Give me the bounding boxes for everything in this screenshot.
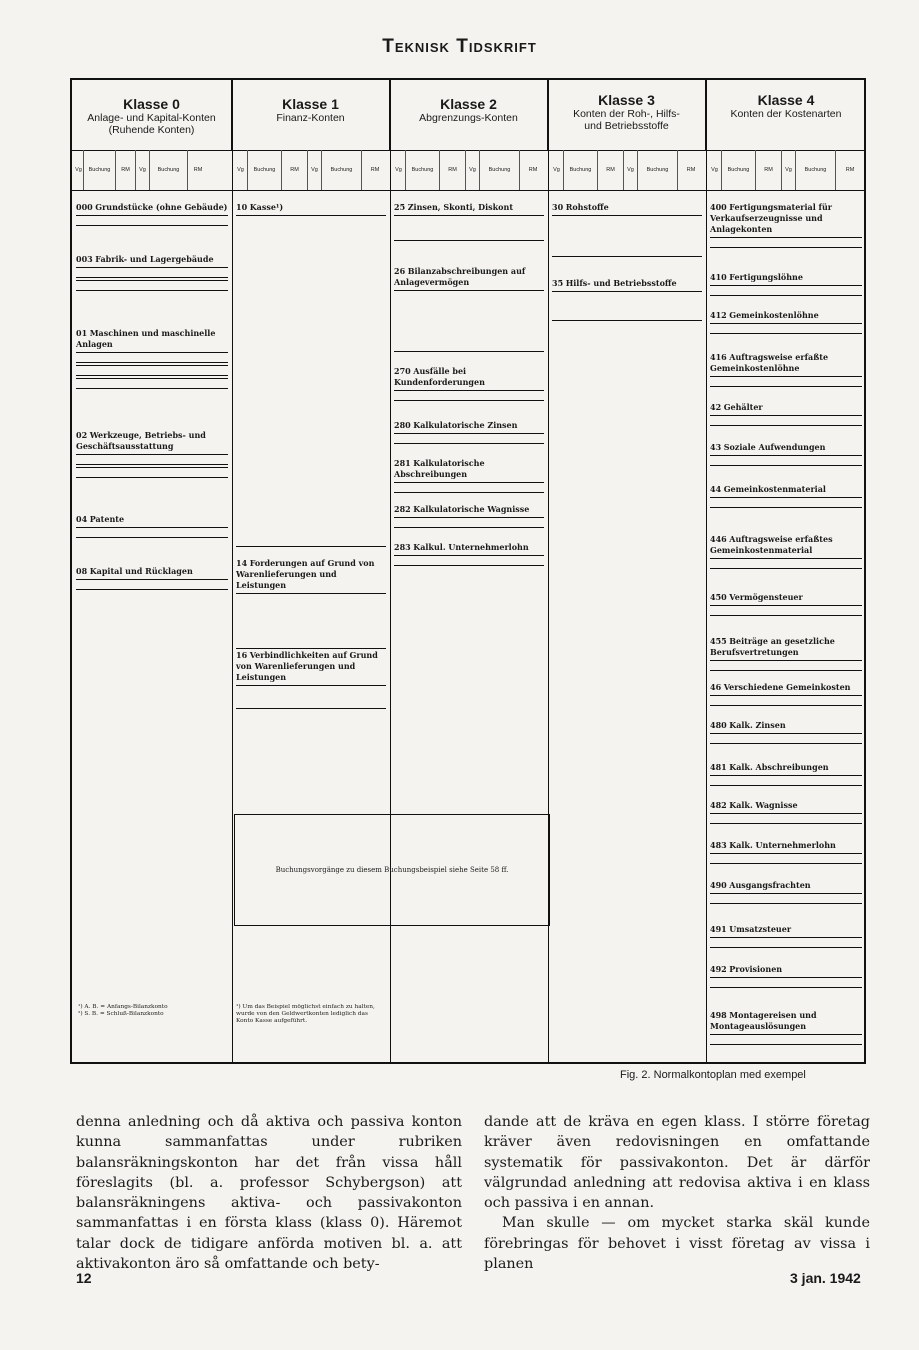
account-number: 35 (552, 278, 564, 288)
account-name: Forderungen auf Grund von Warenlieferungen und Leistungen (236, 558, 375, 590)
account-name: Patente (89, 514, 125, 524)
account-name: Montagereisen und Montageauslösungen (710, 1010, 817, 1031)
account-name: Zinsen, Skonti, Diskont (407, 202, 514, 212)
col-vorgang: Vg (392, 150, 406, 190)
account-row (710, 813, 862, 824)
column-head-row (74, 150, 230, 190)
account-482 (710, 800, 862, 826)
col-rm: RM (598, 150, 624, 190)
account-number: 481 (710, 762, 727, 772)
account-270 (394, 366, 544, 403)
account-name: Kalkul. Unternehmerlohn (413, 542, 529, 552)
account-row (394, 555, 544, 566)
account-46 (710, 682, 862, 708)
account-number: 416 (710, 352, 727, 362)
account-14 (236, 558, 386, 651)
account-number: 455 (710, 636, 727, 646)
col-rm: RM (116, 150, 136, 190)
class-subtitle: Konten der Kostenarten (730, 108, 842, 120)
account-row (710, 376, 862, 387)
account-row (710, 660, 862, 671)
account-row (710, 853, 862, 864)
body-column-left (76, 1112, 462, 1274)
col-vorgang: Vg (74, 150, 84, 190)
account-number: 498 (710, 1010, 727, 1020)
magazine-title: Teknisk Tidskrift (382, 36, 537, 57)
divider (706, 80, 707, 1062)
account-number: 450 (710, 592, 727, 602)
class-title: Klasse 1 (282, 96, 339, 112)
account-name: Verschiedene Gemeinkosten (723, 682, 851, 692)
account-name: Hilfs- und Betriebsstoffe (565, 278, 677, 288)
account-281 (394, 458, 544, 495)
account-498 (710, 1010, 862, 1047)
account-number: 280 (394, 420, 411, 430)
col-buchung: Buchung (248, 150, 282, 190)
account-row (76, 454, 228, 465)
account-02 (76, 430, 228, 480)
col-vorgang: Vg (550, 150, 564, 190)
account-row (710, 237, 862, 248)
account-row (76, 579, 228, 590)
account-491 (710, 924, 862, 950)
col-buchung: Buchung (150, 150, 188, 190)
class-1-header (232, 80, 390, 150)
col-rm: RM (686, 167, 696, 173)
account-name: Fabrik- und Lagergebäude (95, 254, 214, 264)
account-name: Gemeinkostenmaterial (723, 484, 826, 494)
account-name: Auftragsweise erfaßte Gemeinkostenlöhne (710, 352, 829, 373)
account-body (236, 593, 386, 649)
paragraph: Man skulle — om mycket starka skäl kunde förebringas för behovet i visst företag av vissa i planen (484, 1215, 870, 1273)
account-number: 491 (710, 924, 727, 934)
account-number: 412 (710, 310, 727, 320)
account-16 (236, 650, 386, 711)
account-row (76, 352, 228, 363)
account-43 (710, 442, 862, 468)
account-name: Auftragsweise erfaßtes Gemeinkostenmaterial (710, 534, 833, 555)
account-name: Rohstoffe (565, 202, 609, 212)
account-name: Verbindlichkeiten auf Grund von Warenlieferungen und Leistungen (236, 650, 378, 682)
account-400 (710, 202, 862, 250)
account-number: 10 (236, 202, 248, 212)
account-name: Beiträge an gesetzliche Berufsvertretungen (710, 636, 835, 657)
paragraph: denna anledning och då aktiva och passiva konton kunna sammanfattas under rubriken balansräkningskonton har det från vissa håll föreslagits (bl. a. professor Schybergson) att balansräkningens aktiva- och passivakonton sammanfattas i en första klass (klass 0). Häremot talar dock de tidigare anförda motiven bl. a. att aktivakonton äro så omfattande och bety- (76, 1114, 462, 1273)
account-name: Grundstücke (ohne Gebäude) (95, 202, 228, 212)
account-number: 46 (710, 682, 722, 692)
col-rm: RM (528, 167, 538, 173)
account-row (710, 733, 862, 744)
account-name: Soziale Aufwendungen (723, 442, 826, 452)
account-number: 42 (710, 402, 722, 412)
account-body (552, 215, 702, 257)
class-title: Klasse 0 (123, 96, 180, 112)
account-name: Ausgangsfrachten (729, 880, 811, 890)
account-name: Werkzeuge, Betriebs- und Geschäftsausstattung (76, 430, 206, 451)
account-name: Kalkulatorische Zinsen (413, 420, 518, 430)
account-26 (394, 266, 544, 354)
account-number: 43 (710, 442, 722, 452)
account-455 (710, 636, 862, 673)
account-490 (710, 880, 862, 906)
account-04 (76, 514, 228, 540)
account-row (76, 365, 228, 376)
account-number: 410 (710, 272, 727, 282)
account-number: 282 (394, 504, 411, 514)
account-name: Kalk. Unternehmerlohn (729, 840, 836, 850)
col-rm: RM (756, 150, 782, 190)
account-row (710, 605, 862, 616)
account-body (394, 215, 544, 241)
account-row (710, 695, 862, 706)
col-buchung: Buchung (406, 150, 440, 190)
account-name: Umsatzsteuer (729, 924, 792, 934)
account-number: 26 (394, 266, 406, 276)
col-rm: RM (193, 167, 203, 173)
account-483 (710, 840, 862, 866)
account-name: Vermögensteuer (729, 592, 803, 602)
account-row (76, 378, 228, 389)
class-4-header (706, 80, 866, 150)
account-row (710, 558, 862, 569)
column-head-row (392, 150, 546, 190)
figure-caption: Fig. 2. Normalkontoplan med exempel (620, 1069, 806, 1081)
account-number: 25 (394, 202, 406, 212)
account-name: Kalkulatorische Wagnisse (413, 504, 530, 514)
body-column-right (484, 1112, 870, 1274)
class-title: Klasse 2 (440, 96, 497, 112)
account-name: Kapital und Rücklagen (89, 566, 193, 576)
account-number: 08 (76, 566, 88, 576)
account-42 (710, 402, 862, 428)
account-body (236, 215, 386, 547)
account-number: 14 (236, 558, 248, 568)
account-plan-figure (70, 78, 866, 1064)
account-row (710, 285, 862, 296)
class-0-header (72, 80, 232, 150)
account-name: Kalk. Wagnisse (729, 800, 798, 810)
account-row (76, 280, 228, 291)
col-vorgang: Vg (234, 150, 248, 190)
account-body (394, 290, 544, 352)
account-280 (394, 420, 544, 446)
col-rm: RM (845, 167, 855, 173)
account-name: Bilanzabschreibungen auf Anlagevermögen (394, 266, 526, 287)
account-row (76, 215, 228, 226)
account-480 (710, 720, 862, 746)
account-number: 000 (76, 202, 93, 212)
account-name: Ausfälle bei Kundenforderungen (394, 366, 485, 387)
account-number: 30 (552, 202, 564, 212)
account-name: Fertigungsmaterial für Verkaufserzeugnisse und Anlagekonten (710, 202, 833, 234)
account-number: 446 (710, 534, 727, 544)
col-gegen: Vg (136, 150, 150, 190)
account-30 (552, 202, 702, 259)
account-name: Provisionen (729, 964, 783, 974)
account-row (710, 323, 862, 334)
account-name: Gehälter (723, 402, 763, 412)
account-number: 480 (710, 720, 727, 730)
account-number: 01 (76, 328, 88, 338)
account-44 (710, 484, 862, 510)
account-row (394, 390, 544, 401)
divider (72, 190, 864, 191)
column-head-row (550, 150, 704, 190)
column-head-row (234, 150, 388, 190)
account-number: 003 (76, 254, 93, 264)
col-rm: RM (282, 150, 308, 190)
account-number: 270 (394, 366, 411, 376)
account-number: 281 (394, 458, 411, 468)
account-25 (394, 202, 544, 243)
col-rm: RM (370, 167, 380, 173)
account-name: Kalk. Abschreibungen (729, 762, 829, 772)
account-410 (710, 272, 862, 298)
class-2-header (390, 80, 548, 150)
account-number: 02 (76, 430, 88, 440)
account-number: 400 (710, 202, 727, 212)
account-492 (710, 964, 862, 990)
account-number: 483 (710, 840, 727, 850)
account-row (710, 893, 862, 904)
account-01 (76, 328, 228, 391)
col-vorgang: Vg (624, 150, 638, 190)
account-name: Kasse¹) (249, 202, 284, 212)
col-vorgang: Vg (708, 150, 722, 190)
col-rm: RM (440, 150, 466, 190)
account-000 (76, 202, 228, 228)
footnote-abbreviations: ¹) A. B. = Anfangs-Bilanzkonto ²) S. B. = Schluß-Bilanzkonto (78, 1004, 168, 1017)
col-vorgang: Vg (308, 150, 322, 190)
account-row (710, 497, 862, 508)
account-450 (710, 592, 862, 618)
account-446 (710, 534, 862, 571)
account-412 (710, 310, 862, 336)
account-row (710, 1034, 862, 1045)
account-416 (710, 352, 862, 389)
account-number: 492 (710, 964, 727, 974)
account-481 (710, 762, 862, 788)
account-row (710, 977, 862, 988)
col-buchung: Buchung (480, 150, 520, 190)
account-name: Fertigungslöhne (729, 272, 803, 282)
page-number: 12 (76, 1270, 92, 1286)
account-name: Maschinen und maschinelle Anlagen (76, 328, 216, 349)
account-row (710, 415, 862, 426)
account-number: 490 (710, 880, 727, 890)
account-row (76, 267, 228, 278)
account-number: 482 (710, 800, 727, 810)
class-subtitle: Anlage- und Kapital-Konten (Ruhende Konten) (87, 112, 216, 136)
column-head-row (708, 150, 864, 190)
class-subtitle: Konten der Roh-, Hilfs- und Betriebsstoffe (573, 108, 680, 132)
account-name: Gemeinkostenlöhne (729, 310, 819, 320)
account-08 (76, 566, 228, 592)
account-003 (76, 254, 228, 293)
account-10 (236, 202, 386, 549)
account-row (76, 527, 228, 538)
class-3-header (548, 80, 706, 150)
account-row (710, 937, 862, 948)
col-vorgang: Vg (466, 150, 480, 190)
account-row (76, 467, 228, 478)
divider (232, 80, 233, 1062)
col-buchung: Buchung (638, 150, 678, 190)
account-row (394, 482, 544, 493)
col-vorgang: Vg (782, 150, 796, 190)
account-row (710, 775, 862, 786)
account-name: Kalkulatorische Abschreibungen (394, 458, 485, 479)
booking-note: Buchungsvorgänge zu diesem Buchungsbeispiel siehe Seite 58 ff. (234, 814, 550, 926)
account-number: 16 (236, 650, 248, 660)
account-282 (394, 504, 544, 530)
col-buchung: Buchung (322, 150, 362, 190)
account-row (394, 433, 544, 444)
account-row (394, 517, 544, 528)
account-number: 44 (710, 484, 722, 494)
account-35 (552, 278, 702, 323)
paragraph: dande att de kräva en egen klass. I större företag kräver även redovisningen en omfattande systematik för passivakonton. Det är därför välgrundad anledning att redovisa aktiva i en klass och passiva i en annan. (484, 1114, 870, 1212)
col-buchung: Buchung (564, 150, 598, 190)
account-body (236, 685, 386, 709)
col-buchung: Buchung (722, 150, 756, 190)
class-title: Klasse 4 (757, 92, 815, 108)
account-row (710, 455, 862, 466)
issue-date: 3 jan. 1942 (790, 1270, 861, 1286)
class-subtitle: Finanz-Konten (276, 112, 345, 124)
col-buchung: Buchung (796, 150, 836, 190)
account-number: 283 (394, 542, 411, 552)
col-buchung: Buchung (84, 150, 116, 190)
account-name: Kalk. Zinsen (729, 720, 786, 730)
class-subtitle: Abgrenzungs-Konten (419, 112, 518, 124)
footnote-kasse: ¹) Um das Beispiel möglichst einfach zu halten, wurde von den Geldwertkonten lediglich das Konto Kasse aufgeführt. (236, 1004, 375, 1024)
account-number: 04 (76, 514, 88, 524)
class-title: Klasse 3 (598, 92, 655, 108)
account-283 (394, 542, 544, 568)
account-body (552, 291, 702, 321)
